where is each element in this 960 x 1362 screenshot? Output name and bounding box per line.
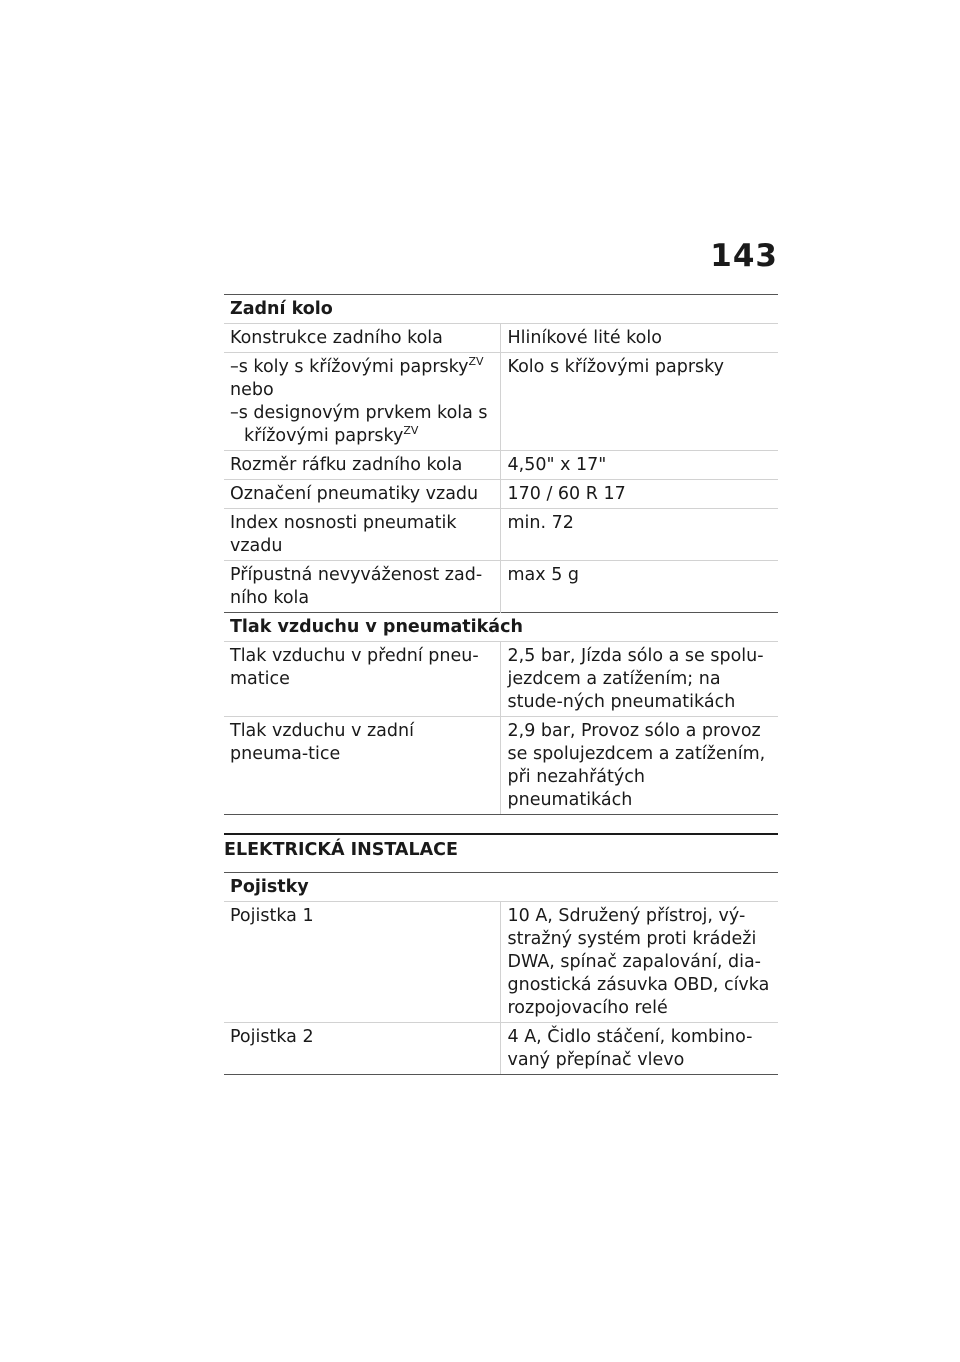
table-row xyxy=(224,509,778,561)
rear-wheel-table xyxy=(224,294,778,814)
table-heading-row xyxy=(224,613,778,642)
row-label: Index nosnosti pneumatik vzadu xyxy=(224,509,500,561)
row-label: Označení pneumatiky vzadu xyxy=(224,480,500,509)
table-row xyxy=(224,561,778,613)
variant-separator: nebo xyxy=(230,380,274,400)
table-bottom-rule xyxy=(224,814,778,815)
fuses-heading: Pojistky xyxy=(224,873,778,902)
optional-marker: ZV xyxy=(403,424,419,438)
table-row xyxy=(224,480,778,509)
section-title: ELEKTRICKÁ INSTALACE xyxy=(224,833,778,872)
variant-list xyxy=(224,353,500,451)
table-row xyxy=(224,717,778,815)
row-label: Rozměr ráfku zadního kola xyxy=(224,451,500,480)
row-label: Konstrukce zadního kola xyxy=(224,324,500,353)
table-heading-row xyxy=(224,873,778,902)
row-value: 4,50" x 17" xyxy=(500,451,778,480)
row-value: Kolo s křížovými paprsky xyxy=(500,353,778,451)
table-row xyxy=(224,353,778,451)
row-value: max 5 g xyxy=(500,561,778,613)
row-value: 4 A, Čidlo stáčení, kombino-vaný přepínač vlevo xyxy=(500,1023,778,1075)
page-content xyxy=(224,294,778,1075)
row-value: 2,5 bar, Jízda sólo a se spolu-jezdcem a zatížením; na stude-ných pneumatikách xyxy=(500,642,778,717)
variant-item: –s designovým prvkem kola s křížovými paprsky$^{ZV}$ xyxy=(230,403,488,446)
row-label: Přípustná nevyváženost zad-ního kola xyxy=(224,561,500,613)
table-heading-row xyxy=(224,295,778,324)
row-label: Pojistka 1 xyxy=(224,902,500,1023)
row-value: 10 A, Sdružený přístroj, vý-stražný systém proti krádeži DWA, spínač zapalování, dia-gnostická zásuvka OBD, cívka rozpojovacího relé xyxy=(500,902,778,1023)
row-value: min. 72 xyxy=(500,509,778,561)
table-row xyxy=(224,324,778,353)
row-value: Hliníkové lité kolo xyxy=(500,324,778,353)
row-value: 170 / 60 R 17 xyxy=(500,480,778,509)
table-bottom-rule xyxy=(224,1074,778,1075)
row-label: Tlak vzduchu v zadní pneuma-tice xyxy=(224,717,500,815)
row-value: 2,9 bar, Provoz sólo a provoz se spolujezdcem a zatížením, při nezahřátých pneumatikách xyxy=(500,717,778,815)
rear-wheel-heading: Zadní kolo xyxy=(224,295,778,324)
row-label: Tlak vzduchu v přední pneu-matice xyxy=(224,642,500,717)
tire-pressure-heading: Tlak vzduchu v pneumatikách xyxy=(224,613,778,642)
fuses-table xyxy=(224,872,778,1074)
row-label: Pojistka 2 xyxy=(224,1023,500,1075)
table-row xyxy=(224,642,778,717)
variant-item: –s koly s křížovými paprsky$^{ZV}$ xyxy=(230,355,484,377)
table-row xyxy=(224,1023,778,1075)
table-row xyxy=(224,451,778,480)
page-number: 143 xyxy=(710,238,778,274)
table-row xyxy=(224,902,778,1023)
optional-marker: ZV xyxy=(468,355,484,369)
